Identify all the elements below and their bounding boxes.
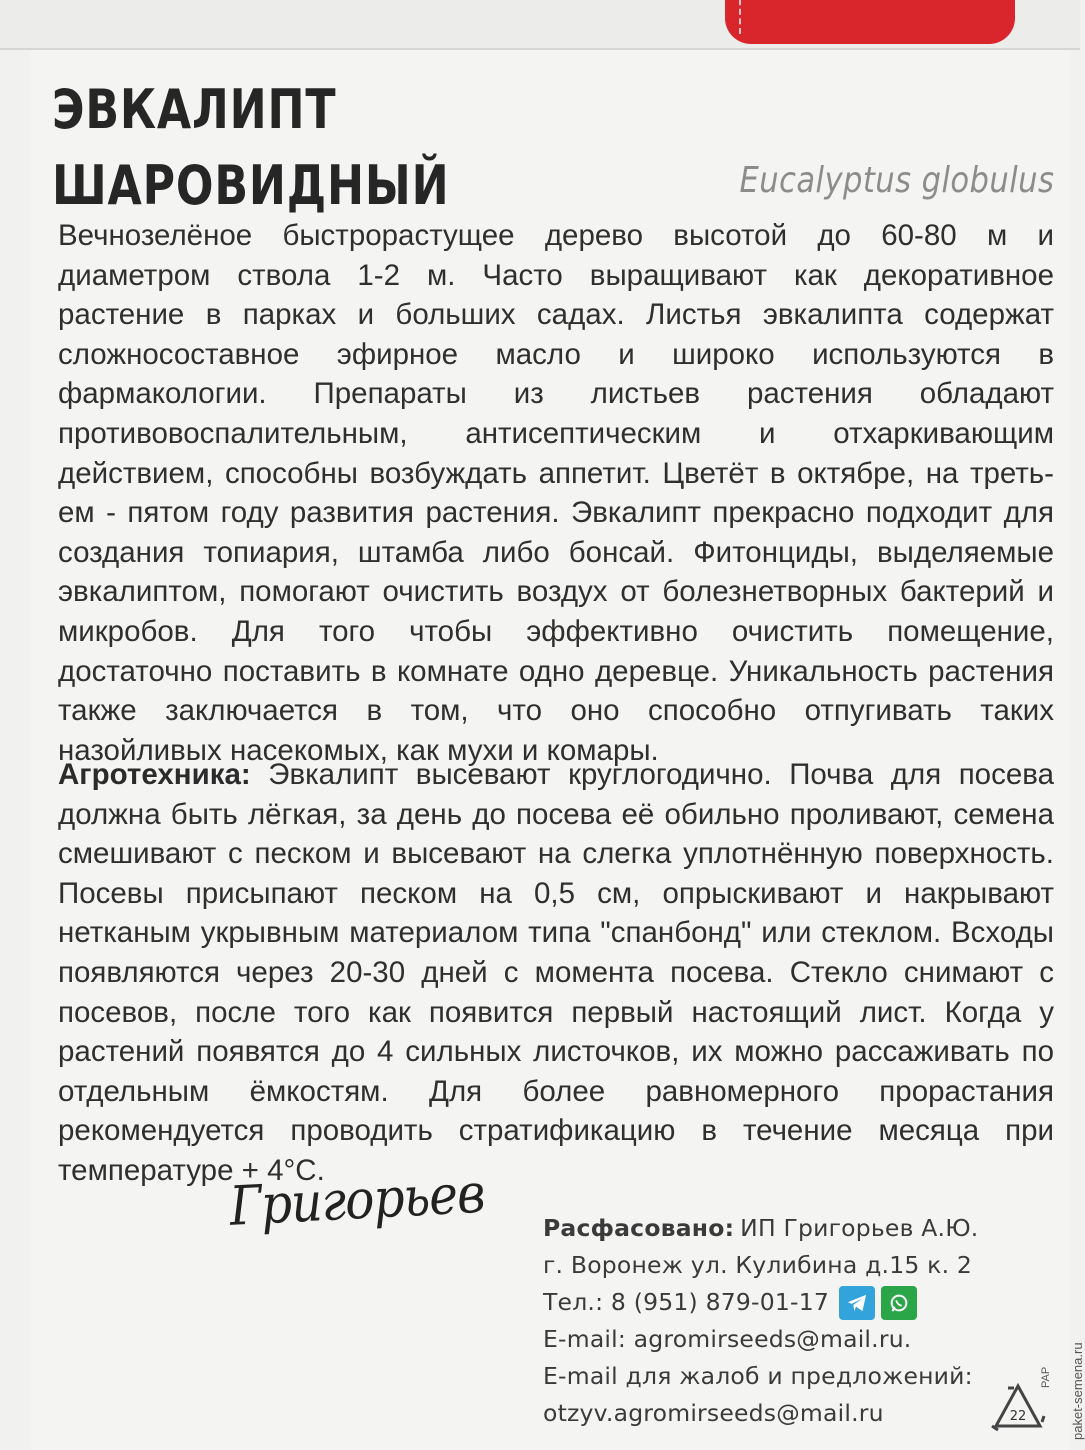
packer-info (543, 1210, 978, 1432)
packer-address: г. Воронеж ул. Кулибина д.15 к. 2 (543, 1251, 973, 1279)
packer-email: E-mail: agromirseeds@mail.ru. (543, 1325, 912, 1353)
recycle-code: 22 (1009, 1409, 1027, 1424)
agrotechnics-text: Эвкалипт высевают круглогодично. Почва для посева должна быть лёгкая, за день до посева её обильно проливают, семена смешивают с песком и высевают на слегка уплотнённую поверхность. Посевы присыпают песком на 0,5 см, опрыскивают и накрывают нетканым укрывным материалом типа "спанбонд" или стеклом. Всходы появляются через 20-30 дней с момента посева. Стекло снимают с посевов, после того как появится первый настоящий лист. Когда у растений появятся до 4 сильных листочков, их можно рассаживать по отдельным ёмкостям. Для более равномерного прорастания рекомендуется проводить стратификацию в течение месяца при температуре + 4°С. (58, 758, 1054, 1187)
agrotechnics-label: Агротехника: (58, 758, 251, 791)
red-packet-tab (725, 0, 1015, 44)
recycle-label: PAP (1040, 1366, 1052, 1388)
recycle-icon (988, 1382, 1048, 1434)
title-line-1: ЭВКАЛИПТ (52, 78, 337, 141)
packer-label: Расфасовано: (543, 1214, 735, 1242)
whatsapp-icon[interactable] (881, 1286, 917, 1320)
title-line-2: ШАРОВИДНЫЙ (52, 154, 450, 217)
telegram-icon[interactable] (839, 1286, 875, 1320)
description-paragraph: Вечнозелёное быстрорастущее дерево высотой до 60-80 м и диаметром ствола 1-2 м. Часто выращивают как декоративное растение в парках и больших садах. Листья эвкалипта содержат сложносоставное эфирное масло и широко используются в фармакологии. Препараты из листьев растения обладают противовоспалительным, антисептическим и отхаркивающим действием, способны возбуждать аппетит. Цветёт в октябре, на третьем - пятом году развития растения. Эвкалипт прекрасно подходит для создания топиария, штамба либо бонсай. Фитонциды, выделяемые эвкалиптом, помогают очистить воздух от болезнетворных бактерий и микробов. Для того чтобы эффективно очистить помещение, достаточно поставить в комнате одно деревце. Уникальность растения также заключается в том, что оно способно отпугивать таких назойливых насекомых, как мухи и комары. (58, 219, 1054, 767)
agrotechnics-paragraph (58, 755, 1054, 1191)
packer-phone: Тел.: 8 (951) 879-01-17 (543, 1288, 829, 1316)
product-title (52, 72, 450, 224)
phone-row (543, 1284, 978, 1321)
latin-name: Eucalyptus globulus (739, 160, 1054, 201)
watermark: paket-semena.ru (1070, 1342, 1085, 1440)
complaints-label: E-mail для жалоб и предложений: (543, 1362, 973, 1390)
brand-signature-logo: Григорьев (228, 1161, 486, 1238)
complaints-email: otzyv.agromirseeds@mail.ru (543, 1399, 884, 1427)
packer-name: ИП Григорьев А.Ю. (740, 1214, 979, 1242)
packer-row (543, 1210, 978, 1247)
